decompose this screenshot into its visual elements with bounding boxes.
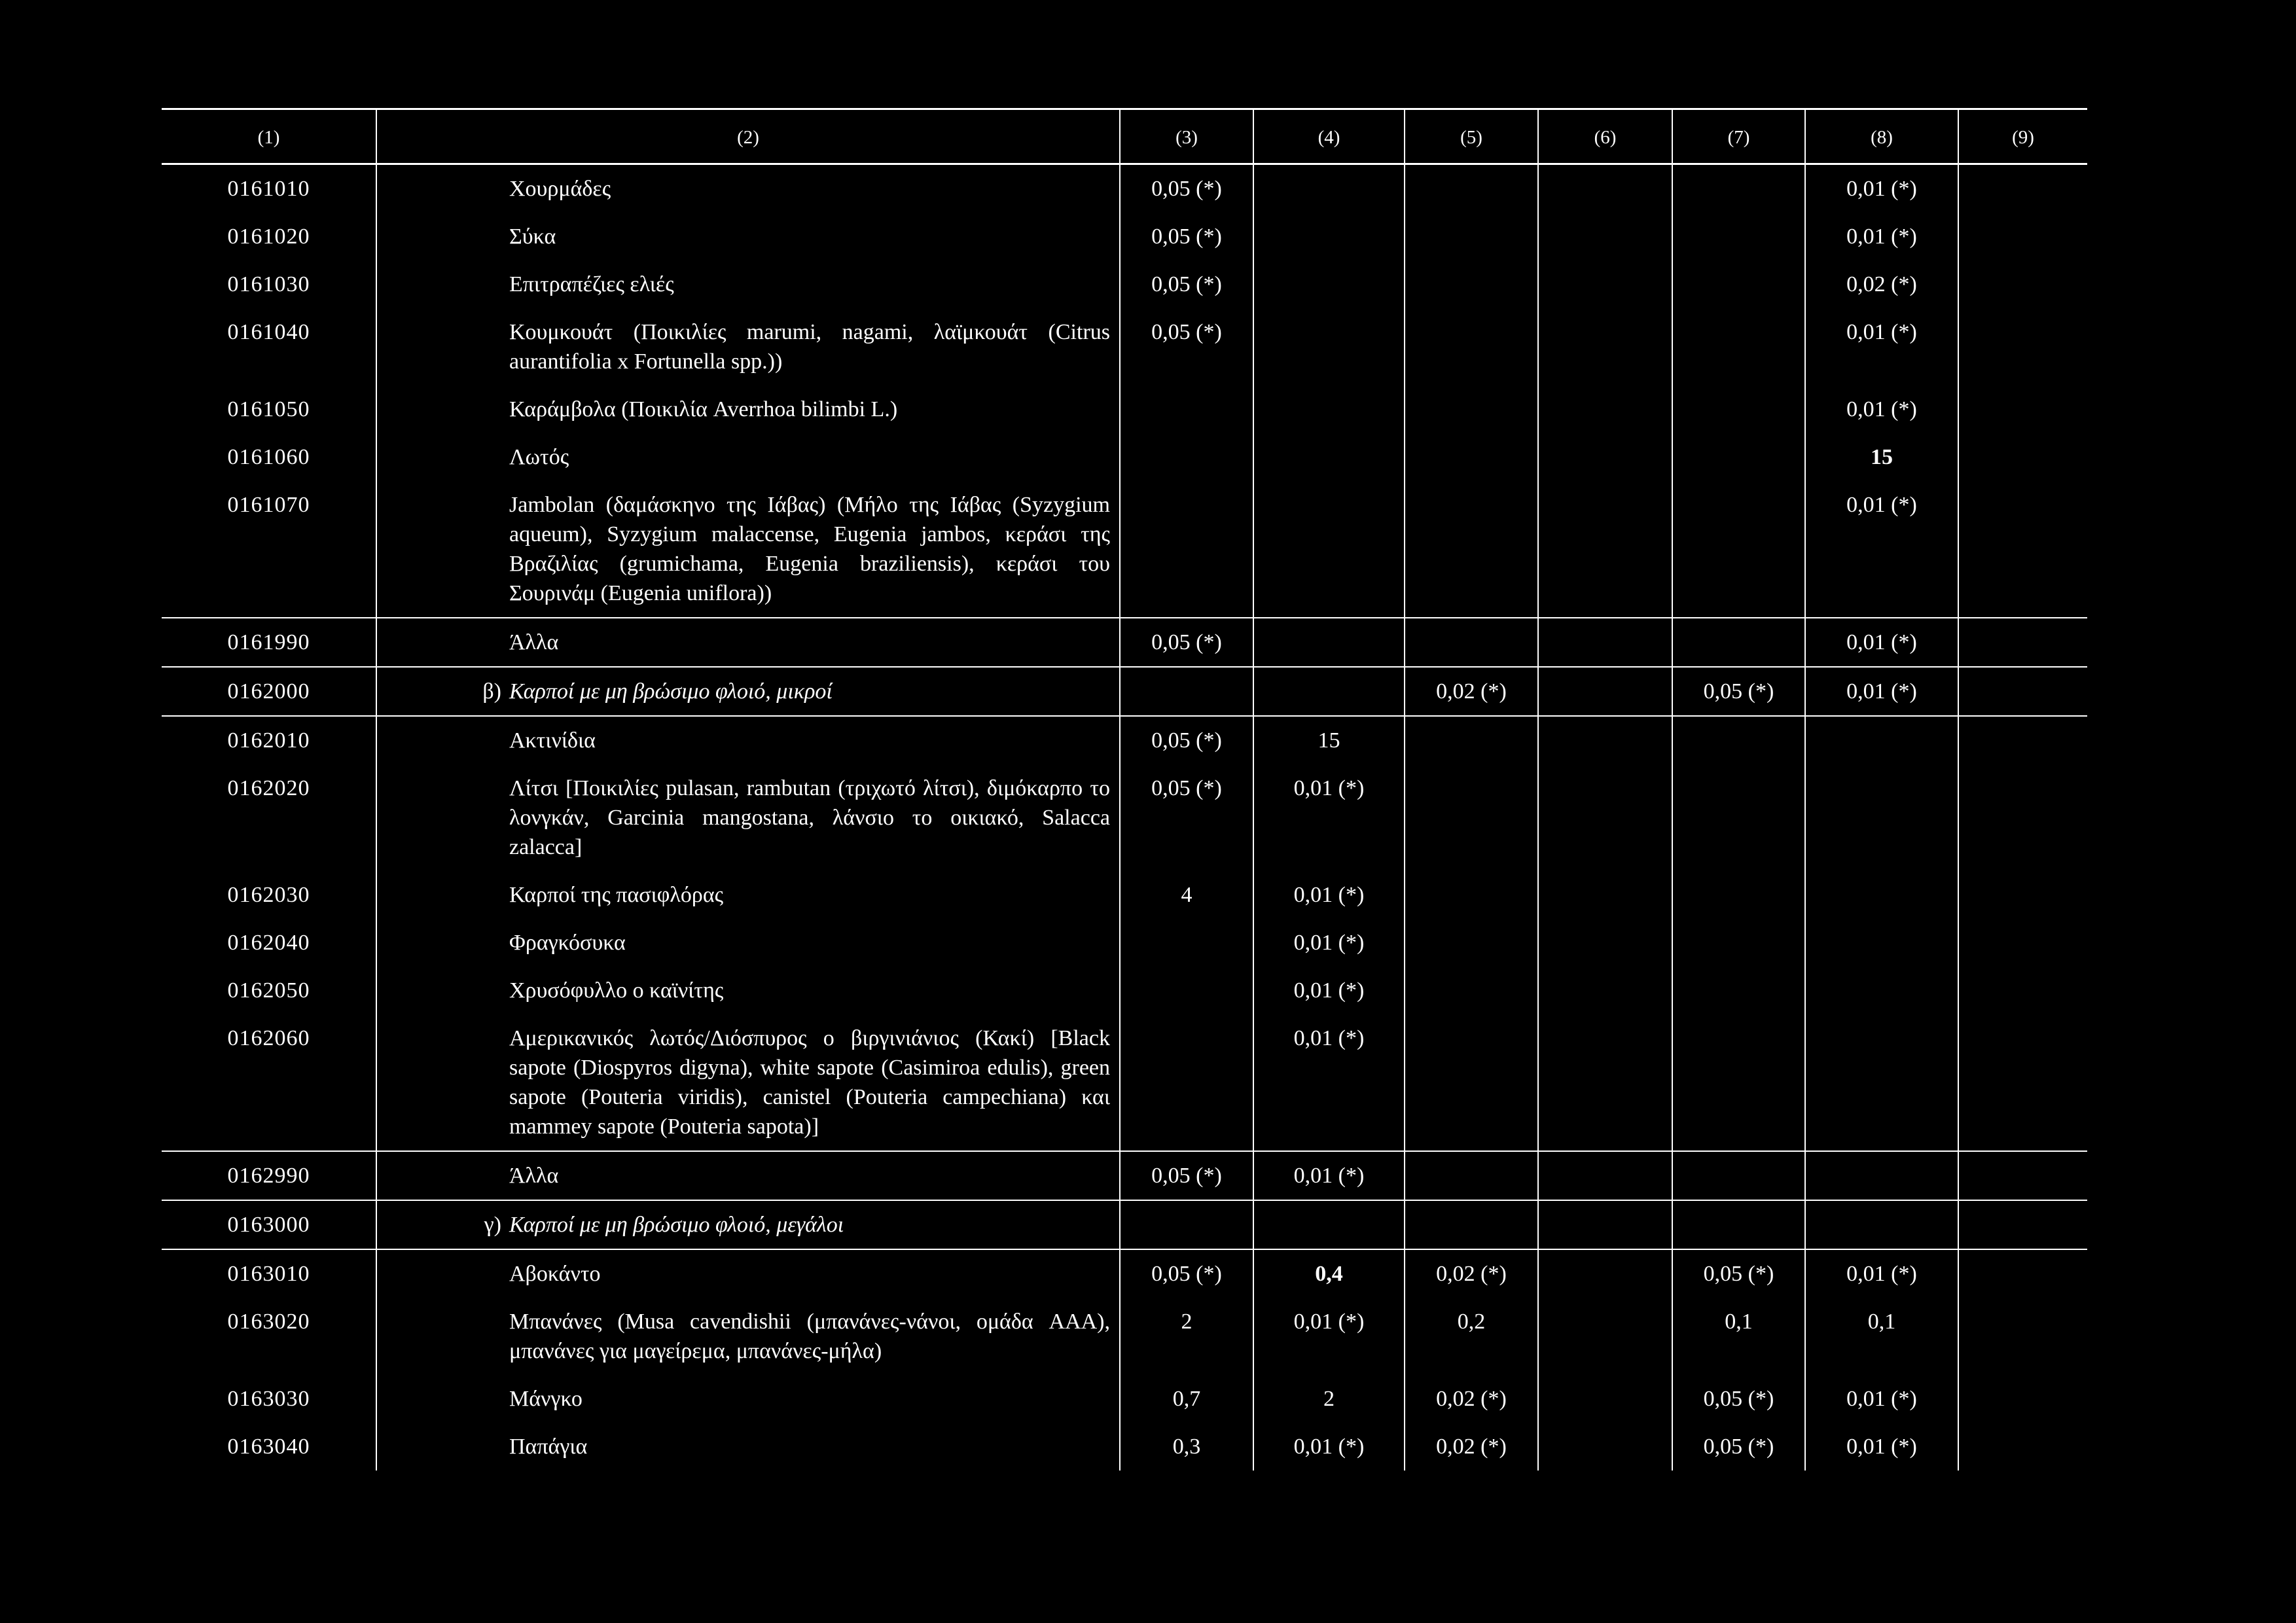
- mrl-value-col-9: [1958, 385, 2087, 433]
- product-description-cell: [376, 1249, 1120, 1298]
- mrl-value-col-9: [1958, 1298, 2087, 1375]
- mrl-value-col-8: [1805, 967, 1958, 1014]
- product-code: 0162050: [227, 978, 310, 1003]
- mrl-value-col-6: [1538, 1375, 1672, 1423]
- group-title: Καρποί με μη βρώσιμο φλοιό, μικροί: [509, 679, 833, 704]
- product-name: Καρποί της πασιφλόρας: [509, 883, 724, 907]
- product-description-cell: [376, 667, 1120, 716]
- mrl-value-col-4: [1253, 667, 1405, 716]
- mrl-value-col-5: [1405, 618, 1538, 667]
- mrl-value-col-6: [1538, 308, 1672, 385]
- mrl-value-col-8: [1805, 716, 1958, 764]
- product-code: 0162040: [227, 931, 310, 955]
- mrl-value-col-7: 0,05 (*): [1672, 1375, 1805, 1423]
- mrl-value-col-7: [1672, 967, 1805, 1014]
- product-name: Σύκα: [509, 224, 556, 249]
- table-row: [162, 1375, 2087, 1423]
- column-header-5: (5): [1405, 109, 1538, 164]
- mrl-value-col-8: 0,01 (*): [1805, 481, 1958, 618]
- product-description-cell: [376, 385, 1120, 433]
- column-header-8: (8): [1805, 109, 1958, 164]
- mrl-value-col-3: 0,7: [1120, 1375, 1253, 1423]
- product-code: 0161990: [162, 618, 376, 667]
- mrl-value-col-5: 0,02 (*): [1405, 667, 1538, 716]
- mrl-value-col-5: [1405, 919, 1538, 967]
- product-code: 0163000: [162, 1200, 376, 1249]
- mrl-value-col-8: 15: [1805, 433, 1958, 481]
- product-description-cell: [376, 716, 1120, 764]
- mrl-value-col-4: 0,01 (*): [1253, 1151, 1405, 1200]
- mrl-value-col-6: [1538, 385, 1672, 433]
- mrl-value-col-5: [1405, 164, 1538, 213]
- mrl-value-col-6: [1538, 1151, 1672, 1200]
- mrl-value-col-4: 0,01 (*): [1253, 764, 1405, 871]
- mrl-value-col-6: [1538, 667, 1672, 716]
- mrl-value-col-7: [1672, 433, 1805, 481]
- mrl-value-col-5: [1405, 213, 1538, 260]
- mrl-value-col-3: [1120, 385, 1253, 433]
- mrl-value-col-4: [1253, 308, 1405, 385]
- mrl-value-col-4: 0,01 (*): [1253, 1014, 1405, 1151]
- mrl-value-col-8: 0,01 (*): [1805, 1375, 1958, 1423]
- column-header-4: (4): [1253, 109, 1405, 164]
- product-name: Αμερικανικός λωτός/Διόσπυρος ο βιργινιάνιος (Κακί) [Black sapote (Diospyros digyna), white sapote (Casimiroa edulis), green sapote (Pouteria viridis), canistel (Pouteria campechiana) και mammey sapote (Pouteria sapota)]: [509, 1026, 1110, 1139]
- mrl-value-col-4: 0,01 (*): [1253, 1423, 1405, 1471]
- mrl-value-col-5: [1405, 764, 1538, 871]
- product-description-cell: [376, 618, 1120, 667]
- mrl-value-col-8: 0,02 (*): [1805, 260, 1958, 308]
- mrl-value-col-5: [1405, 1200, 1538, 1249]
- product-description-cell: [376, 1423, 1120, 1471]
- mrl-value-col-9: [1958, 871, 2087, 919]
- mrl-value-col-3: [1120, 1200, 1253, 1249]
- mrl-value-col-7: [1672, 1151, 1805, 1200]
- product-name: Παπάγια: [509, 1435, 588, 1459]
- mrl-value-col-7: 0,05 (*): [1672, 1423, 1805, 1471]
- table-row: [162, 1249, 2087, 1298]
- product-description-cell: [376, 1151, 1120, 1200]
- table-row: [162, 1423, 2087, 1471]
- product-description-cell: [376, 164, 1120, 213]
- mrl-value-col-6: [1538, 1014, 1672, 1151]
- mrl-value-col-4: 2: [1253, 1375, 1405, 1423]
- product-code: 0161070: [162, 481, 376, 618]
- mrl-value-col-6: [1538, 433, 1672, 481]
- mrl-value-col-5: 0,2: [1405, 1298, 1538, 1375]
- product-description-cell: [376, 1014, 1120, 1151]
- mrl-value-col-5: [1405, 433, 1538, 481]
- mrl-value-col-6: [1538, 764, 1672, 871]
- mrl-value-col-6: [1538, 1423, 1672, 1471]
- product-code: 0161030: [227, 272, 310, 296]
- mrl-value-col-7: [1672, 308, 1805, 385]
- table-row: [162, 164, 2087, 213]
- mrl-value-col-7: [1672, 481, 1805, 618]
- mrl-value-col-6: [1538, 716, 1672, 764]
- column-header-7: (7): [1672, 109, 1805, 164]
- table-row: [162, 308, 2087, 385]
- mrl-value-col-5: [1405, 1151, 1538, 1200]
- product-name: Ακτινίδια: [509, 728, 596, 753]
- table-row: [162, 1151, 2087, 1200]
- mrl-value-col-5: [1405, 385, 1538, 433]
- group-row: [162, 667, 2087, 716]
- table-row: [162, 919, 2087, 967]
- mrl-value-col-3: 2: [1120, 1298, 1253, 1375]
- mrl-value-col-9: [1958, 1249, 2087, 1298]
- product-code: 0163040: [227, 1435, 310, 1459]
- table-row: [162, 716, 2087, 764]
- product-code: 0161020: [227, 224, 310, 249]
- mrl-value-col-8: [1805, 919, 1958, 967]
- product-code: 0163010: [227, 1262, 310, 1286]
- mrl-value-col-8: 0,01 (*): [1805, 667, 1958, 716]
- mrl-value-col-9: [1958, 481, 2087, 618]
- mrl-value-col-6: [1538, 1200, 1672, 1249]
- mrl-value-col-7: [1672, 716, 1805, 764]
- mrl-value-col-8: 0,01 (*): [1805, 164, 1958, 213]
- mrl-value-col-6: [1538, 1298, 1672, 1375]
- table-row: [162, 213, 2087, 260]
- mrl-value-col-7: [1672, 385, 1805, 433]
- product-description-cell: [376, 1375, 1120, 1423]
- mrl-value-col-3: 0,05 (*): [1120, 716, 1253, 764]
- mrl-value-col-9: [1958, 1014, 2087, 1151]
- product-code: 0162060: [162, 1014, 376, 1151]
- mrl-value-col-9: [1958, 1423, 2087, 1471]
- mrl-value-col-7: [1672, 618, 1805, 667]
- mrl-value-col-7: [1672, 213, 1805, 260]
- mrl-value-col-6: [1538, 164, 1672, 213]
- product-description-cell: [376, 967, 1120, 1014]
- mrl-value-col-8: 0,01 (*): [1805, 1249, 1958, 1298]
- mrl-value-col-3: [1120, 967, 1253, 1014]
- mrl-value-col-3: 4: [1120, 871, 1253, 919]
- table-body: [162, 164, 2087, 1471]
- product-description-cell: [376, 481, 1120, 618]
- group-row: [162, 1200, 2087, 1249]
- group-marker: β): [482, 679, 501, 704]
- product-description-cell: [376, 308, 1120, 385]
- header-row: [162, 109, 2087, 164]
- mrl-value-col-8: [1805, 764, 1958, 871]
- mrl-value-col-8: [1805, 1200, 1958, 1249]
- mrl-value-col-7: 0,05 (*): [1672, 667, 1805, 716]
- column-header-1: (1): [162, 109, 376, 164]
- mrl-value-col-3: 0,05 (*): [1120, 164, 1253, 213]
- mrl-value-col-3: [1120, 667, 1253, 716]
- mrl-value-col-9: [1958, 213, 2087, 260]
- mrl-value-col-8: [1805, 871, 1958, 919]
- column-header-6: (6): [1538, 109, 1672, 164]
- mrl-value-col-7: [1672, 919, 1805, 967]
- mrl-value-col-3: 0,05 (*): [1120, 260, 1253, 308]
- mrl-value-col-5: [1405, 308, 1538, 385]
- product-description-cell: [376, 1298, 1120, 1375]
- mrl-value-col-3: 0,05 (*): [1120, 213, 1253, 260]
- mrl-value-col-9: [1958, 919, 2087, 967]
- mrl-value-col-9: [1958, 308, 2087, 385]
- mrl-value-col-4: [1253, 213, 1405, 260]
- product-name: Μπανάνες (Musa cavendishii (μπανάνες-νάνοι, ομάδα AAA), μπανάνες για μαγείρεμα, μπανάνες-μήλα): [509, 1310, 1110, 1363]
- group-marker: γ): [484, 1213, 501, 1237]
- mrl-value-col-3: 0,3: [1120, 1423, 1253, 1471]
- mrl-value-col-9: [1958, 1151, 2087, 1200]
- mrl-value-col-8: [1805, 1151, 1958, 1200]
- mrl-value-col-4: [1253, 385, 1405, 433]
- product-name: Χρυσόφυλλο ο καϊνίτης: [509, 978, 724, 1003]
- mrl-value-col-4: [1253, 433, 1405, 481]
- mrl-value-col-3: 0,05 (*): [1120, 618, 1253, 667]
- mrl-value-col-9: [1958, 667, 2087, 716]
- mrl-value-col-8: [1805, 1014, 1958, 1151]
- mrl-value-col-9: [1958, 1200, 2087, 1249]
- mrl-value-col-5: 0,02 (*): [1405, 1249, 1538, 1298]
- mrl-value-col-7: [1672, 1014, 1805, 1151]
- mrl-value-col-7: [1672, 164, 1805, 213]
- column-header-9: (9): [1958, 109, 2087, 164]
- group-title: Καρποί με μη βρώσιμο φλοιό, μεγάλοι: [509, 1213, 844, 1237]
- product-description-cell: [376, 213, 1120, 260]
- product-code: 0161050: [227, 397, 310, 421]
- product-description-cell: [376, 919, 1120, 967]
- mrl-value-col-3: [1120, 919, 1253, 967]
- mrl-value-col-4: 0,01 (*): [1253, 871, 1405, 919]
- mrl-value-col-5: [1405, 716, 1538, 764]
- product-code: 0162990: [162, 1151, 376, 1200]
- product-code: 0161060: [227, 445, 310, 469]
- mrl-value-col-4: 0,01 (*): [1253, 967, 1405, 1014]
- product-code: 0161040: [227, 320, 310, 344]
- mrl-value-col-6: [1538, 919, 1672, 967]
- product-name: Λωτός: [509, 445, 569, 469]
- mrl-value-col-4: [1253, 260, 1405, 308]
- mrl-value-col-6: [1538, 213, 1672, 260]
- product-name: Χουρμάδες: [509, 177, 611, 201]
- mrl-value-col-5: [1405, 871, 1538, 919]
- mrl-value-col-9: [1958, 764, 2087, 871]
- table-row: [162, 618, 2087, 667]
- mrl-value-col-6: [1538, 481, 1672, 618]
- column-header-3: (3): [1120, 109, 1253, 164]
- product-code: 0162000: [162, 667, 376, 716]
- product-code: 0163030: [227, 1387, 310, 1411]
- residue-limits-table: [162, 108, 2087, 1471]
- product-name: Καράμβολα (Ποικιλία Averrhoa bilimbi L.): [509, 397, 898, 421]
- mrl-value-col-9: [1958, 433, 2087, 481]
- mrl-value-col-8: 0,01 (*): [1805, 213, 1958, 260]
- product-name: Λίτσι [Ποικιλίες pulasan, rambutan (τριχωτό λίτσι), διμόκαρπο το λονγκάν, Garcinia mangostana, λάνσιο το οικιακό, Salacca zalacca]: [509, 776, 1110, 859]
- product-code: 0162020: [227, 776, 310, 800]
- product-name: Επιτραπέζιες ελιές: [509, 272, 674, 296]
- product-code: 0163020: [227, 1310, 310, 1334]
- mrl-value-col-9: [1958, 260, 2087, 308]
- product-name: Άλλα: [509, 630, 559, 654]
- column-header-2: (2): [376, 109, 1120, 164]
- mrl-value-col-8: 0,01 (*): [1805, 385, 1958, 433]
- table-row: [162, 385, 2087, 433]
- mrl-value-col-6: [1538, 871, 1672, 919]
- table-row: [162, 481, 2087, 618]
- mrl-value-col-5: 0,02 (*): [1405, 1423, 1538, 1471]
- product-code: 0162030: [227, 883, 310, 907]
- mrl-value-col-5: 0,02 (*): [1405, 1375, 1538, 1423]
- mrl-value-col-4: [1253, 164, 1405, 213]
- mrl-value-col-3: [1120, 481, 1253, 618]
- mrl-value-col-5: [1405, 260, 1538, 308]
- mrl-value-col-6: [1538, 260, 1672, 308]
- mrl-value-col-5: [1405, 1014, 1538, 1151]
- mrl-value-col-3: 0,05 (*): [1120, 308, 1253, 385]
- table-row: [162, 260, 2087, 308]
- product-name: Κουμκουάτ (Ποικιλίες marumi, nagami, λαϊμκουάτ (Citrus aurantifolia x Fortunella spp.)): [509, 320, 1110, 374]
- mrl-value-col-4: 0,4: [1253, 1249, 1405, 1298]
- mrl-value-col-6: [1538, 1249, 1672, 1298]
- product-name: Μάνγκο: [509, 1387, 583, 1411]
- mrl-value-col-4: [1253, 1200, 1405, 1249]
- mrl-value-col-3: 0,05 (*): [1120, 764, 1253, 871]
- mrl-value-col-3: [1120, 433, 1253, 481]
- mrl-value-col-6: [1538, 618, 1672, 667]
- mrl-value-col-8: 0,01 (*): [1805, 618, 1958, 667]
- mrl-value-col-9: [1958, 716, 2087, 764]
- mrl-value-col-7: 0,05 (*): [1672, 1249, 1805, 1298]
- mrl-value-col-4: [1253, 618, 1405, 667]
- mrl-value-col-3: [1120, 1014, 1253, 1151]
- mrl-value-col-5: [1405, 481, 1538, 618]
- table-row: [162, 433, 2087, 481]
- product-description-cell: [376, 1200, 1120, 1249]
- product-code: 0162010: [227, 728, 310, 753]
- mrl-value-col-8: 0,1: [1805, 1298, 1958, 1375]
- mrl-value-col-9: [1958, 967, 2087, 1014]
- table-row: [162, 1298, 2087, 1375]
- mrl-value-col-7: [1672, 260, 1805, 308]
- mrl-value-col-9: [1958, 1375, 2087, 1423]
- table-row: [162, 1014, 2087, 1151]
- product-name: Άλλα: [509, 1164, 559, 1188]
- mrl-value-col-4: 0,01 (*): [1253, 1298, 1405, 1375]
- table-row: [162, 967, 2087, 1014]
- mrl-value-col-7: 0,1: [1672, 1298, 1805, 1375]
- table-row: [162, 871, 2087, 919]
- mrl-value-col-4: [1253, 481, 1405, 618]
- product-description-cell: [376, 433, 1120, 481]
- mrl-value-col-7: [1672, 871, 1805, 919]
- table-row: [162, 764, 2087, 871]
- mrl-value-col-7: [1672, 1200, 1805, 1249]
- mrl-value-col-9: [1958, 164, 2087, 213]
- product-description-cell: [376, 764, 1120, 871]
- product-name: Φραγκόσυκα: [509, 931, 626, 955]
- mrl-value-col-7: [1672, 764, 1805, 871]
- mrl-value-col-3: 0,05 (*): [1120, 1249, 1253, 1298]
- mrl-value-col-4: 15: [1253, 716, 1405, 764]
- product-code: 0161010: [227, 177, 310, 201]
- product-name: Αβοκάντο: [509, 1262, 601, 1286]
- mrl-value-col-8: 0,01 (*): [1805, 1423, 1958, 1471]
- product-description-cell: [376, 260, 1120, 308]
- mrl-value-col-9: [1958, 618, 2087, 667]
- mrl-value-col-5: [1405, 967, 1538, 1014]
- mrl-value-col-4: 0,01 (*): [1253, 919, 1405, 967]
- mrl-value-col-8: 0,01 (*): [1805, 308, 1958, 385]
- product-name: Jambolan (δαμάσκηνο της Ιάβας) (Μήλο της Ιάβας (Syzygium aqueum), Syzygium malaccense, Eugenia jambos, κεράσι της Βραζιλίας (grumichama, Eugenia braziliensis), κεράσι του Σουρινάμ (Eugenia uniflora)): [509, 493, 1110, 605]
- mrl-value-col-6: [1538, 967, 1672, 1014]
- mrl-value-col-3: 0,05 (*): [1120, 1151, 1253, 1200]
- product-description-cell: [376, 871, 1120, 919]
